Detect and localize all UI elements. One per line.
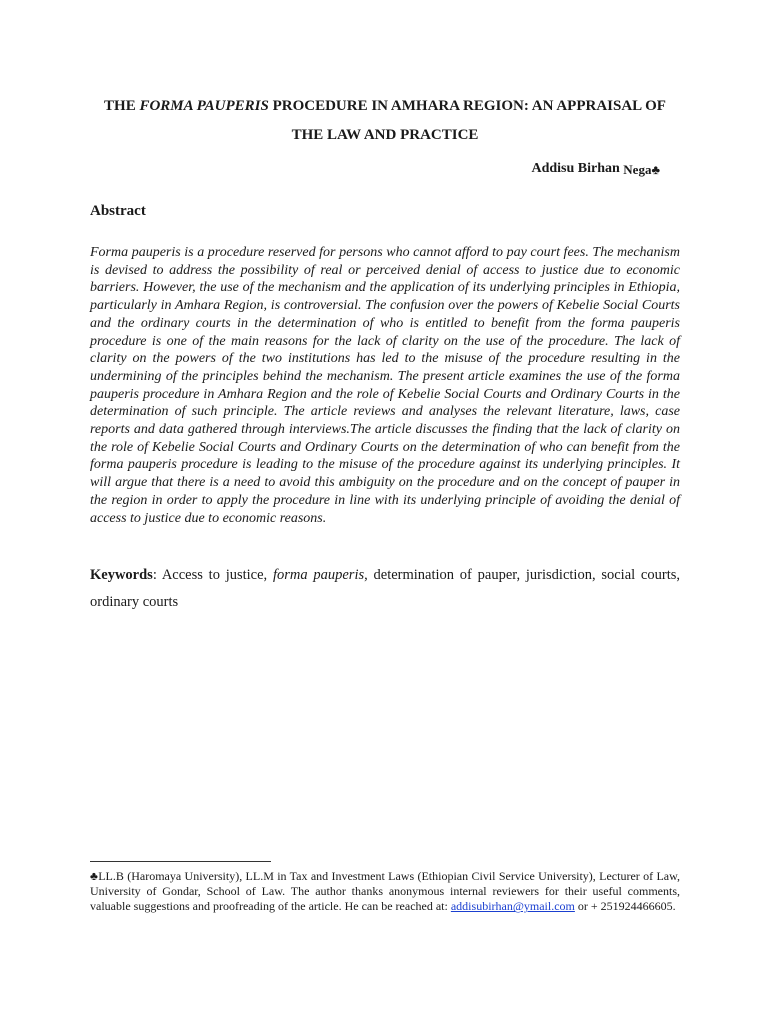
title-part-2: PROCEDURE IN AMHARA REGION: AN APPRAISAL OF THE LAW AND PRACTICE <box>268 98 666 143</box>
author-surname: Nega♣ <box>623 162 660 177</box>
keywords-separator: : Access to justice, <box>152 567 273 583</box>
footnote-text: LL.B (Haromaya University), LL.M in Tax and Investment Laws (Ethiopian Civil Service University), Lecturer of Law, University of Gondar, School of Law. The author thanks anonymous internal reviewers for their useful comments, valuable suggestions and proofreading of the article. He can be reached at: <box>90 869 680 914</box>
abstract-text: Forma pauperis is a procedure reserved for persons who cannot afford to pay court fees. The mechanism is devised to address the possibility of real or perceived denial of access to justice due to economic barriers. However, the use of the mechanism and the application of its underlying principles in Ethiopia, particularly in Amhara Region, is controversial. The confusion over the powers of Kebelie Social Courts and the ordinary courts in the determination of who is entitled to benefit from the forma pauperis procedure is one of the main reasons for the lack of clarity on the use of the procedure. The lack of clarity on the powers of the two institutions has led to the misuse of the procedure resulting in the undermining of the principles behind the mechanism. The present article examines the use of the forma pauperis procedure in Amhara Region and the role of Kebelie Social Courts and Ordinary Courts in the determination of such principle. The article reviews and analyses the relevant literature, laws, case reports and data gathered through interviews.The article discusses the finding that the lack of clarity on the role of Kebelie Social Courts and Ordinary Courts on the determination of who can benefit from the forma pauperis procedure is leading to the misuse of the procedure against its underlying principles. It will argue that there is a need to avoid this ambiguity on the procedure and on the concept of pauper in the region in order to apply the procedure in line with its underlying principle of avoiding the denial of access to justice due to economic reasons. <box>90 245 680 526</box>
title-italic: FORMA PAUPERIS <box>139 98 269 114</box>
author-given-name: Addisu Birhan <box>531 161 620 176</box>
author-line <box>531 160 660 177</box>
article-title <box>90 92 680 150</box>
footnote-divider <box>90 861 271 862</box>
keywords-rest: , determination of pauper, jurisdiction, social courts, ordinary courts <box>90 567 680 610</box>
abstract-heading: Abstract <box>90 203 146 219</box>
footnote <box>90 869 680 915</box>
title-part-1: THE <box>104 98 140 114</box>
footnote-club-icon: ♣ <box>90 869 99 883</box>
keywords-paragraph <box>90 562 680 616</box>
keywords-italic-term: forma pauperis <box>272 567 365 583</box>
author-email-link[interactable]: addisubirhan@ymail.com <box>450 899 575 914</box>
footnote-phone: or + 251924466605. <box>574 899 676 914</box>
club-footnote-icon: ♣ <box>651 162 660 177</box>
keywords-label: Keywords <box>90 567 153 583</box>
